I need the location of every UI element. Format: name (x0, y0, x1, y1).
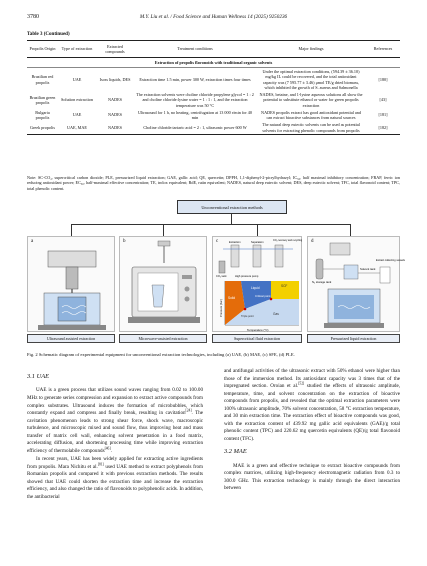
cell-type: UAE (72, 76, 82, 82)
phase-label-gas: Gas (273, 312, 279, 316)
sfe-label-pump: High pressure pump (235, 275, 259, 278)
col-header-compounds: Extracted compounds (105, 43, 125, 54)
connector-line (71, 224, 72, 236)
connector-line (71, 224, 351, 225)
sfe-label-recycle: CO₂ recovery and recycling (273, 239, 303, 242)
microwave-diagram (120, 237, 208, 333)
phase-label-critical: Critical point (255, 294, 271, 298)
caption-uae: Ultrasound assisted extraction (27, 334, 115, 343)
table-section-row (27, 58, 400, 68)
sfe-x-axis-label: Temperature (°C) (247, 328, 269, 332)
cell-conditions: Choline chloride:tartaric acid = 2 : 1, ultrasonic power 600 W (143, 124, 247, 130)
cell-type: UAE (72, 112, 82, 118)
cell-ref: [182] (378, 124, 388, 130)
running-header (27, 14, 400, 24)
panel-label-a: a (31, 239, 34, 244)
cell-conditions: Ultrasound for 1 h, no heating, centrifugation at 13 000 r/min for 40 min (138, 109, 252, 120)
panel-label-d: d (311, 239, 314, 244)
cell-compounds: NADES (108, 112, 122, 118)
caption-sfe: Supercritical fluid extraction (212, 334, 302, 343)
cell-findings: NADES propolis extract has good antioxidant potential and can extract bioactive substances from natural sources (261, 109, 361, 120)
section-heading-uae: 3.1 UAE (27, 373, 50, 380)
cell-compounds: NADES (108, 97, 122, 103)
cell-type: UAE, MAE (66, 124, 87, 130)
table-row (27, 68, 400, 92)
panel-label-c: c (216, 239, 219, 244)
sfe-y-axis-label: Pressure (bar) (219, 299, 223, 317)
col-header-findings: Major findings (298, 46, 324, 52)
panel-uae (27, 236, 115, 332)
figure-2 (27, 200, 405, 346)
paragraph: In recent years, UAE has been widely applied for extracting active ingredients from propolis. Mara Nichitu et al.[81] used UAE method to extract polyphenols from Romanian propolis and compared it with previous extraction methods. The results showed that UAE could shorten the extraction time and increase the extraction efficiency, and also changed the ratio of flavonoids to polyphenolic acids. In addition, the antibacterial (27, 456, 204, 500)
table-row (27, 91, 400, 109)
cell-ref: [43] (379, 97, 387, 103)
col-header-conditions: Treatment conditions (177, 46, 213, 52)
phase-label-liquid: Liquid (251, 286, 260, 290)
figure-caption: Fig. 2 Schematic diagram of experimental equipment for unconventional extraction technologies, including (a) UAE, (b) MAE, (c) SFE, (d) PLE. (27, 352, 295, 357)
paragraph: and antifungal activities of the ultrasonic extract with 50% ethanol were higher than those of the immersion method. Its antioxidant capacity was 3 times that of the impregnated section. Oroian et al.[52] studied the effects of ultrasonic amplitude, temperature, time, and solvent concentration on the extraction of bioactive compounds from propolis, and revealed that the optimal extraction parameters were 100% ultrasonic amplitude, 70% solvent concentration, 58 °C extraction temperature, and 30 min extraction time. The extraction effect of bioactive compounds was good, with the extraction content of 439.92 mg gallic acid equivalents (GAE)/g total phenolic content (TPC) and 220.62 mg quercetin equivalents (QE)/g total flavonoid content (TFC). (224, 368, 400, 442)
table-note: Note: SC-CO₂, supercritical carbon dioxide; PLE, pressurized liquid extraction; GAE, gallic acid; QE, quercetin; DPPH, 1,1-diphenyl-2-picrylhydrazyl; IC₅₀, half maximal inhibitory concentration; FRAP, ferric ion reducing antioxidant power; EC₅₀, half-maximal effective concentration; TE, trolox equivalent; RdE, rutin equivalent; NADES, natural deep eutectic solvent; DES, deep eutectic solvent; TFC, total flavonoid content; TPC, total phenolic content. (27, 175, 400, 191)
cell-findings: The natural deep eutectic solvents can be used as potential solvents for extracting phenolic compounds from propolis (262, 122, 360, 133)
cell-findings: NADES, betaine, and 1-lysine aqueous solutions all show the potential to substitute ethanol or water for green propolis extraction (259, 92, 363, 108)
ultrasonic-bath-diagram (28, 237, 116, 333)
connector-line (257, 224, 258, 236)
cell-compounds: NADES (108, 124, 122, 130)
phase-label-scf: SCF (281, 284, 288, 288)
col-header-origin: Propolis Origin (29, 46, 56, 52)
connector-line (163, 224, 164, 236)
caption-mae: Microwave-assisted extraction (119, 334, 207, 343)
paragraph: MAE is a green and effective technique to extract bioactive compounds from complex matrices, utilizing high-frequency electromagnetic radiation from 0.3 to 300.0 GHz. This extraction technology is mainly through the direct interaction between (224, 462, 400, 492)
table-caption: Table 3 (Continued) (27, 32, 70, 37)
sfe-label-separation: Separation (251, 241, 264, 244)
cell-conditions: Extraction time 1.5 min, power 300 W, extraction times four times (139, 76, 251, 82)
page-number: 3780 (27, 14, 39, 20)
section-heading-mae: 3.2 MAE (224, 448, 247, 456)
sfe-diagram (213, 237, 303, 333)
cell-ref: [181] (378, 112, 388, 118)
table-section-title: Extraction of propolis flavonoids with traditional organic solvents (27, 58, 400, 68)
cell-origin: Brazilian green propolis (29, 94, 56, 105)
ple-label-collection: Extract collecting vessels (376, 259, 405, 262)
table-row (27, 109, 400, 122)
cell-conditions: The extraction solvents were choline chloride propylene glycol = 1 : 2 and choline chloride:lysine water = 1 : 1 : 1, and the extraction temperature was 50 °C (136, 92, 254, 108)
table-row (27, 121, 400, 134)
journal-citation: M.Y. Liu et al. / Food Science and Human Wellness 14 (2025) 9250236 (139, 14, 288, 20)
connector-line (231, 214, 232, 224)
panel-sfe (212, 236, 302, 332)
panel-label-b: b (123, 239, 126, 244)
col-header-references: References (373, 46, 393, 52)
cell-ref: [180] (378, 76, 388, 82)
phase-label-solid: Solid (228, 296, 236, 300)
connector-line (350, 224, 351, 236)
data-table (27, 40, 400, 135)
phase-label-triple: Triple point (241, 315, 254, 318)
cell-compounds: Isoss liquids, DES (99, 76, 131, 82)
panel-ple (307, 236, 405, 332)
cell-type: Solution extraction (61, 97, 93, 103)
figure-title-box: Unconventional extraction methods (177, 200, 287, 214)
cell-findings: Under the optimal extraction conditions, (594.39 ± 36.10) mg/kg IL could be recovered, and the total antioxidant capacity was (7 595.77 ± 3.46) μmol TE/g dried biomass, which inhibited the growth of S. aureus and Salmonella (262, 69, 360, 90)
cell-origin: Bulgaria propolis (35, 109, 50, 120)
table-header-row (27, 41, 400, 58)
left-column (27, 368, 203, 502)
ple-diagram (308, 237, 405, 333)
cell-origin: Greek propolis (29, 124, 55, 130)
cell-origin: Brazilian red propolis (31, 74, 54, 85)
paragraph: UAE is a green process that utilizes sound waves ranging from 0.02 to 100.00 MHz to generate series compression and expansion to extract active compounds from complex substrates. Ultrasound induces the formation of microbubbles, which constantly expand and compress and finally break, resulting in cavitation[24]. The cavitation phenomenon leads to strong shear force, shock wave, macroscopic turbulence, and microscopic mixed and sound flow, thus improving heat and mass transfer of matrix cell wall, enhancing solvent penetration in a food matrix, accelerating diffusion, and shortening processing time while improving extraction efficiency of thermolabile compounds[46]. (27, 387, 204, 454)
sfe-label-co2-tank: CO₂ tank (216, 275, 227, 278)
panel-mae (119, 236, 207, 332)
col-header-type: Type of extraction (61, 46, 93, 52)
caption-ple: Pressurized liquid extraction (307, 334, 400, 343)
ple-label-n2: N₂ storage tank (312, 280, 332, 284)
right-column (224, 368, 400, 494)
ple-label-solvent: Solvent tank (360, 267, 376, 271)
sfe-label-extraction: Extraction (229, 241, 241, 244)
